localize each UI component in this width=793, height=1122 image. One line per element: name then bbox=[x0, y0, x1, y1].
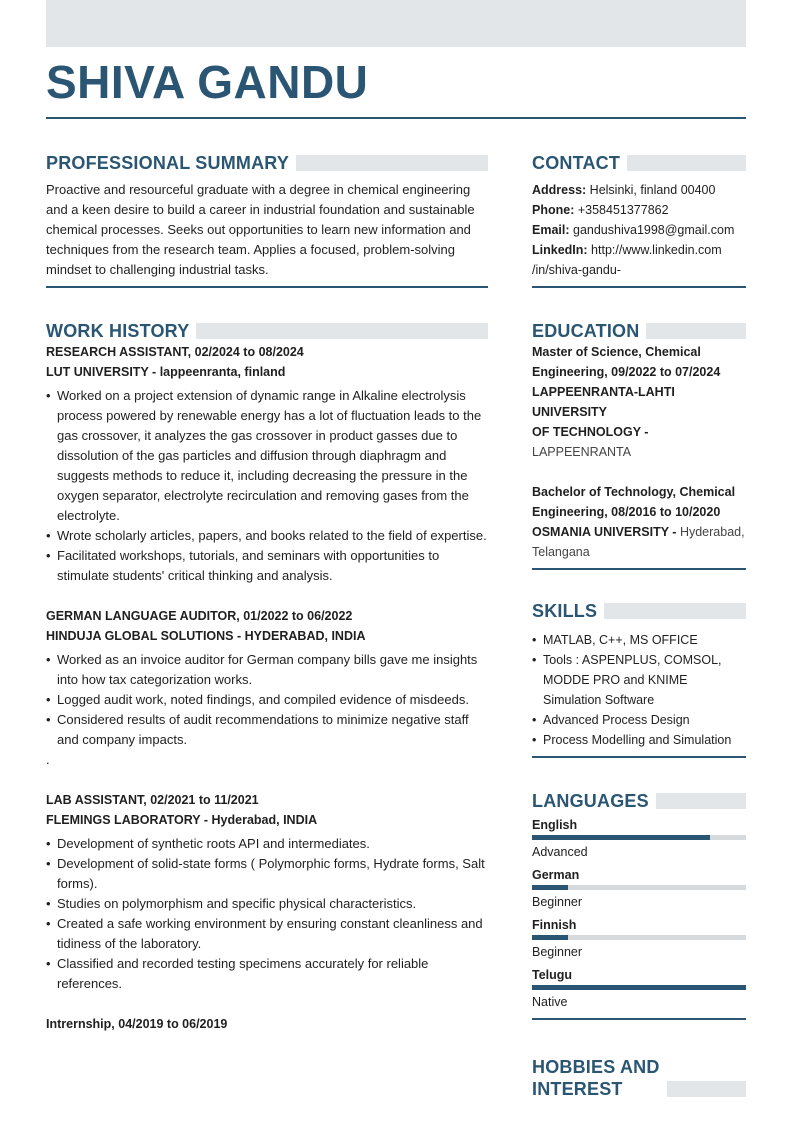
job-title: RESEARCH ASSISTANT, 02/2024 to 08/2024 bbox=[46, 345, 304, 359]
job-entry bbox=[46, 1014, 488, 1034]
list-item: • MATLAB, C++, MS OFFICE bbox=[532, 630, 746, 650]
hobbies-heading-text: HOBBIES AND INTEREST bbox=[532, 1057, 660, 1099]
contact-heading-text: CONTACT bbox=[532, 152, 621, 173]
skills-list bbox=[532, 630, 746, 750]
languages-heading bbox=[532, 788, 746, 814]
summary-heading-text: PROFESSIONAL SUMMARY bbox=[46, 152, 290, 173]
proficiency-track bbox=[532, 835, 746, 840]
proficiency-fill bbox=[532, 935, 568, 940]
education-heading-text: EDUCATION bbox=[532, 320, 640, 341]
heading-bar bbox=[296, 155, 488, 171]
contact-phone: Phone: +358451377862 bbox=[532, 203, 669, 217]
heading-bar bbox=[667, 1081, 746, 1097]
heading-bar bbox=[627, 155, 746, 171]
proficiency-fill bbox=[532, 885, 568, 890]
job-entry bbox=[46, 342, 488, 586]
list-item: • Advanced Process Design bbox=[532, 710, 746, 730]
language-entry bbox=[532, 866, 746, 912]
list-item: • Development of solid-state forms ( Polymorphic forms, Hydrate forms, Salt forms). bbox=[46, 854, 488, 894]
proficiency-track bbox=[532, 935, 746, 940]
language-name: Telugu bbox=[532, 968, 573, 982]
candidate-name: SHIVA GANDU bbox=[46, 56, 369, 108]
degree-dates: Engineering, 08/2016 to 10/2020 bbox=[532, 505, 721, 519]
proficiency-fill bbox=[532, 985, 746, 990]
header-band bbox=[46, 0, 746, 47]
language-level: Beginner bbox=[532, 945, 583, 959]
job-bullets bbox=[46, 834, 488, 994]
list-item: • Worked on a project extension of dynamic range in Alkaline electrolysis process powered by renewable energy has a lot of fluctuation leads to the gas crossover, it analyzes the gas crossover in product gasses due to dissolution of the gas particles and diffusion through diaphragm and suggests methods to reduce it, including decreasing the pressure in the oxygen separator, electrolyte recirculation and removing gases from the electrolyte. bbox=[46, 386, 488, 526]
list-item: • Tools : ASPENPLUS, COMSOL, MODDE PRO and KNIME Simulation Software bbox=[532, 650, 746, 710]
job-company: FLEMINGS LABORATORY - Hyderabad, INDIA bbox=[46, 813, 318, 827]
language-level: Advanced bbox=[532, 845, 588, 859]
list-item: • Considered results of audit recommendations to minimize negative staff and company impacts. bbox=[46, 710, 488, 750]
education-heading bbox=[532, 318, 746, 344]
list-item: • Studies on polymorphism and specific physical characteristics. bbox=[46, 894, 488, 914]
language-name: German bbox=[532, 868, 580, 882]
skills-heading bbox=[532, 598, 746, 624]
school-place: OSMANIA UNIVERSITY - Hyderabad, bbox=[532, 525, 745, 539]
hobbies-heading bbox=[532, 1056, 746, 1100]
job-bullets bbox=[46, 650, 488, 750]
list-item: • Process Modelling and Simulation bbox=[532, 730, 746, 750]
job-entry bbox=[46, 790, 488, 994]
contact-email: Email: gandushiva1998@gmail.com bbox=[532, 223, 735, 237]
job-company: HINDUJA GLOBAL SOLUTIONS - HYDERABAD, INDIA bbox=[46, 629, 366, 643]
stray-period: . bbox=[46, 752, 50, 767]
heading-bar bbox=[656, 793, 746, 809]
education-entry bbox=[532, 482, 746, 562]
list-item: • Facilitated workshops, tutorials, and seminars with opportunities to stimulate students' critical thinking and analysis. bbox=[46, 546, 488, 586]
language-entry bbox=[532, 816, 746, 862]
list-item: • Created a safe working environment by ensuring constant cleanliness and tidiness of the laboratory. bbox=[46, 914, 488, 954]
job-bullets bbox=[46, 386, 488, 586]
language-name: Finnish bbox=[532, 918, 577, 932]
language-level: Native bbox=[532, 995, 568, 1009]
school-place-cont: Telangana bbox=[532, 545, 590, 559]
contact-heading bbox=[532, 150, 746, 176]
summary-heading bbox=[46, 150, 488, 176]
proficiency-track bbox=[532, 885, 746, 890]
list-item: • Classified and recorded testing specimens accurately for reliable references. bbox=[46, 954, 488, 994]
contact-linkedin: LinkedIn: http://www.linkedin.com bbox=[532, 243, 722, 257]
work-heading-text: WORK HISTORY bbox=[46, 320, 190, 341]
heading-bar bbox=[604, 603, 746, 619]
list-item: • Wrote scholarly articles, papers, and books related to the field of expertise. bbox=[46, 526, 488, 546]
education-entry bbox=[532, 342, 746, 462]
job-title: Intrernship, 04/2019 to 06/2019 bbox=[46, 1017, 228, 1031]
list-item: • Logged audit work, noted findings, and compiled evidence of misdeeds. bbox=[46, 690, 488, 710]
job-entry bbox=[46, 606, 488, 770]
language-entry bbox=[532, 916, 746, 962]
job-title: GERMAN LANGUAGE AUDITOR, 01/2022 to 06/2022 bbox=[46, 609, 353, 623]
summary-text: Proactive and resourceful graduate with a degree in chemical engineering and a keen desire to build a career in industrial foundation and sustainable chemical processes. Seeks out opportunities to learn new information and techniques from the research team. Applies a focused, problem-solving mindset to challenging industrial tasks. bbox=[46, 182, 475, 277]
languages-heading-text: LANGUAGES bbox=[532, 790, 649, 811]
degree: Master of Science, Chemical bbox=[532, 345, 701, 359]
contact-linkedin-cont: /in/shiva-gandu- bbox=[532, 263, 621, 277]
language-name: English bbox=[532, 818, 578, 832]
proficiency-track bbox=[532, 985, 746, 990]
header-divider bbox=[46, 117, 746, 119]
job-title: LAB ASSISTANT, 02/2021 to 11/2021 bbox=[46, 793, 259, 807]
main-column bbox=[46, 150, 488, 1034]
proficiency-fill bbox=[532, 835, 710, 840]
degree-dates: Engineering, 09/2022 to 07/2024 bbox=[532, 365, 721, 379]
contact-block bbox=[532, 180, 746, 280]
heading-bar bbox=[196, 323, 488, 339]
list-item: • Worked as an invoice auditor for German company bills gave me insights into how tax categorization works. bbox=[46, 650, 488, 690]
heading-bar bbox=[646, 323, 746, 339]
skills-heading-text: SKILLS bbox=[532, 600, 598, 621]
language-level: Beginner bbox=[532, 895, 583, 909]
job-company: LUT UNIVERSITY - lappeenranta, finland bbox=[46, 365, 286, 379]
degree: Bachelor of Technology, Chemical bbox=[532, 485, 736, 499]
contact-address: Address: Helsinki, finland 00400 bbox=[532, 183, 716, 197]
language-entry bbox=[532, 966, 746, 1012]
sidebar-column bbox=[532, 150, 746, 1100]
school-place: OF TECHNOLOGY - LAPPEENRANTA bbox=[532, 425, 649, 459]
work-heading bbox=[46, 318, 488, 344]
list-item: • Development of synthetic roots API and intermediates. bbox=[46, 834, 488, 854]
school: LAPPEENRANTA-LAHTI UNIVERSITY bbox=[532, 385, 675, 419]
